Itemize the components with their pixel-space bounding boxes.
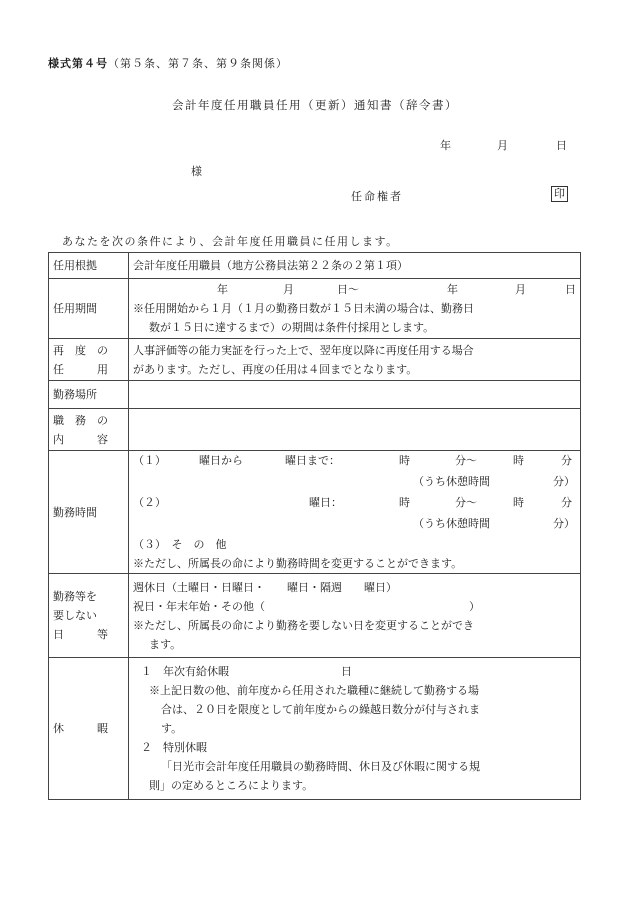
appointer-label: 任命権者 (351, 190, 403, 203)
holidays-text: 祝日・年末年始・その他（ (133, 599, 265, 613)
period-year-1: 年 (217, 283, 228, 296)
leave-row (49, 658, 581, 800)
hours-r2-min2: 分 (561, 496, 572, 509)
holidays-close: ） (469, 599, 480, 613)
leave-label: 休 暇 (49, 658, 129, 800)
days-off-label-line2: 要しない (53, 609, 97, 622)
hours-r2-min: 分～ (455, 496, 477, 509)
hours-value (129, 451, 581, 574)
probation-note-line1: ※任用開始から１月（１月の勤務日数が１５日未満の場合は、勤務日 (133, 302, 474, 315)
reappoint-row (49, 339, 581, 381)
hours-r2-break-min: 分） (553, 517, 575, 530)
probation-note-line2: 数が１５日に達するまで）の期間は条件付採用とします。 (149, 321, 435, 334)
hours-r1-hour: 時 (399, 454, 410, 467)
days-off-row (49, 574, 581, 658)
hours-r1-from: 曜日から (199, 454, 243, 467)
basis-row (49, 253, 581, 279)
days-off-note-line2: ます。 (149, 637, 182, 651)
hours-r1-num: （１） (133, 454, 166, 467)
rule-line1: 「日光市会計年度任用職員の勤務時間、休日及び休暇に関する規 (161, 760, 480, 773)
recipient-suffix: 様 (191, 165, 202, 178)
hours-row1 (133, 451, 576, 472)
date-month-label: 月 (497, 139, 508, 152)
hours-row (49, 451, 581, 574)
basis-value: 会計年度任用職員（地方公務員法第２２条の２第１項） (129, 253, 581, 279)
hours-r2-hour: 時 (399, 496, 410, 509)
carryover-note-line1: ※上記日数の他、前年度から任用された職種に継続して勤務する場 (149, 684, 479, 697)
hours-label: 勤務時間 (49, 451, 129, 574)
seal-mark: 印 (551, 186, 568, 202)
hours-r1-min: 分～ (455, 454, 477, 467)
hours-row2 (133, 493, 576, 514)
conditions-table (48, 252, 581, 800)
document-title: 会計年度任用職員任用（更新）通知書（辞令書） (172, 98, 458, 112)
period-day-2: 日 (565, 283, 576, 296)
reappoint-value (129, 339, 581, 381)
reappoint-label-line1: 再 度 の (53, 343, 108, 357)
intro-text: あなたを次の条件により、会計年度任用職員に任用します。 (62, 235, 399, 248)
reappoint-label-line2: 任 用 (53, 362, 108, 376)
hours-r1-break: （うち休憩時間 (413, 475, 490, 488)
days-off-label-line1: 勤務等を (53, 590, 97, 603)
duties-label-line2: 内 容 (53, 432, 108, 446)
period-month-1: 月 (283, 283, 294, 296)
workplace-row (49, 381, 581, 409)
annual-leave (133, 662, 576, 681)
hours-other: （３） そ の 他 (133, 538, 227, 551)
hours-r1-to: 曜日まで： (285, 454, 340, 467)
hours-r1-hour2: 時 (513, 454, 524, 467)
duties-row (49, 409, 581, 451)
workplace-label: 勤務場所 (49, 381, 129, 409)
carryover-note-line3: す。 (161, 722, 183, 735)
weekly-holidays: 週休日（土曜日・日曜日・ 曜日・隔週 曜日） (133, 580, 397, 594)
rule-line2: 則」の定めるところによります。 (149, 779, 314, 792)
period-row (49, 279, 581, 339)
duties-label (49, 409, 129, 451)
basis-label-text: 任用根拠 (53, 259, 97, 272)
period-label: 任用期間 (49, 279, 129, 339)
reappoint-line1: 人事評価等の能力実証を行った上で、翌年度以降に再度任用する場合 (133, 343, 474, 357)
special-leave: ２ 特別休暇 (141, 741, 207, 754)
period-year-2: 年 (447, 283, 458, 296)
days-off-value (129, 574, 581, 658)
date-day-label: 日 (556, 139, 567, 152)
form-relation: （第５条、第７条、第９条関係） (108, 57, 288, 70)
reappoint-label (49, 339, 129, 381)
days-off-label (49, 574, 129, 658)
hours-note: ※ただし、所属長の命により勤務時間を変更することができます。 (133, 557, 463, 570)
hours-row1-break (133, 472, 576, 493)
hours-r2-break: （うち休憩時間 (413, 517, 490, 530)
carryover-note-line2: 合は、２０日を限度として前年度からの繰越日数分が付与されま (161, 703, 480, 716)
hours-r2-hour2: 時 (513, 496, 524, 509)
date-year-label: 年 (440, 139, 451, 152)
duties-value (129, 409, 581, 451)
basis-label (49, 253, 129, 279)
reappoint-line2: があります。ただし、再度の任用は４回までとなります。 (133, 362, 418, 376)
form-number-line (48, 55, 288, 71)
workplace-value (129, 381, 581, 409)
hours-r2-num: （２） (133, 496, 166, 509)
leave-value (129, 658, 581, 800)
period-month-2: 月 (515, 283, 526, 296)
period-value (129, 279, 581, 339)
hours-row2-break (133, 514, 576, 535)
hours-r2-day: 曜日： (309, 496, 342, 509)
period-day-from: 日～ (337, 283, 359, 296)
annual-leave-unit: 日 (341, 665, 352, 678)
form-number: 様式第４号 (48, 57, 108, 70)
days-off-note-line1: ※ただし、所属長の命により勤務を要しない日を変更することができ (133, 618, 474, 632)
hours-r1-break-min: 分） (553, 475, 575, 488)
period-dates (133, 280, 576, 299)
annual-leave-text: １ 年次有給休暇 (141, 665, 229, 678)
duties-label-line1: 職 務 の (53, 413, 108, 427)
days-off-label-line3: 日 等 (53, 628, 108, 641)
hours-r1-min2: 分 (561, 454, 572, 467)
holidays-line (133, 597, 576, 616)
